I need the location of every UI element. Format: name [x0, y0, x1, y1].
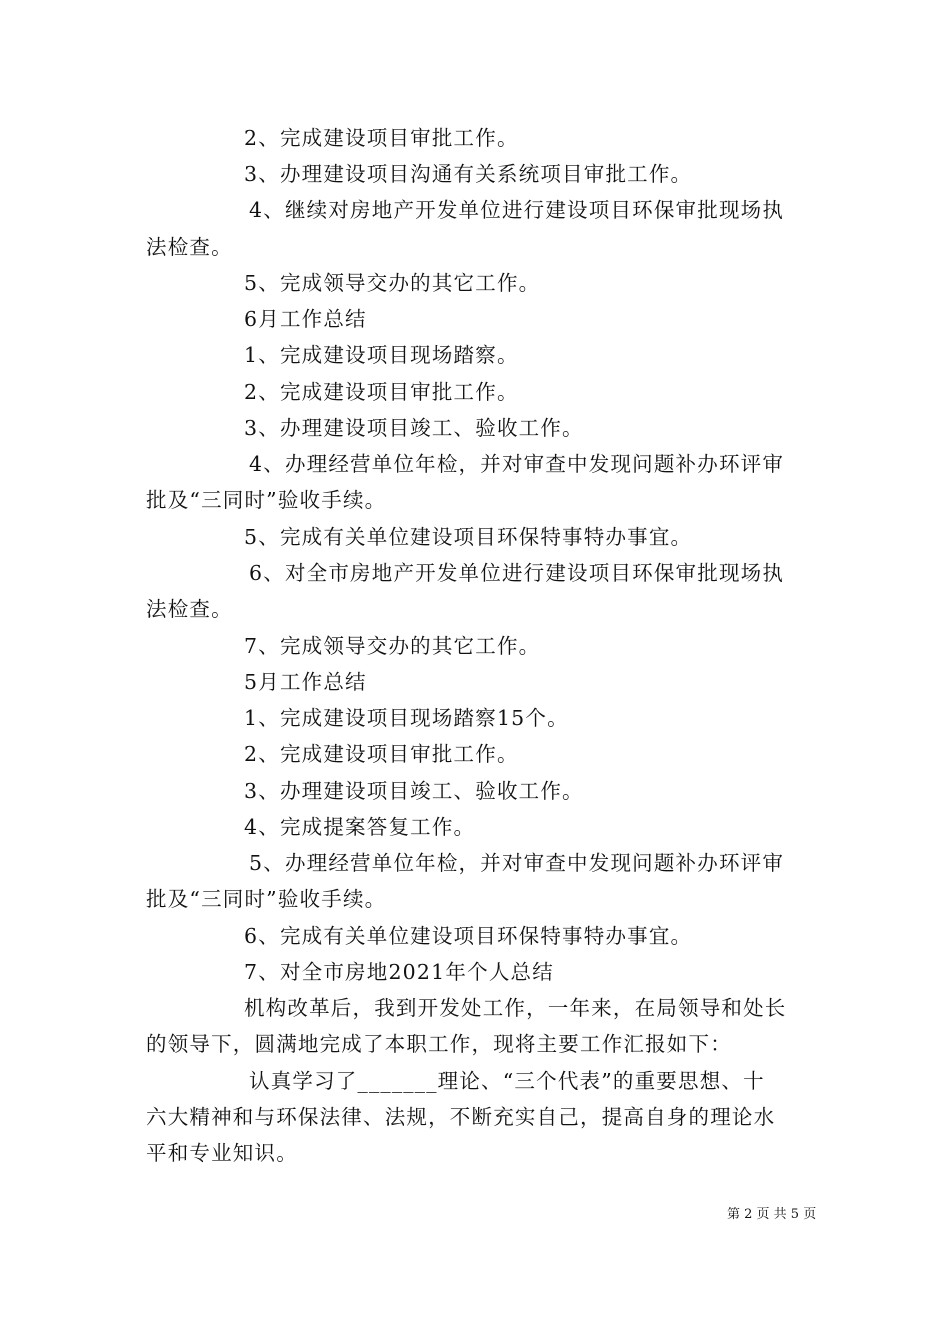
text-line: 的领导下，圆满地完成了本职工作，现将主要工作汇报如下： — [146, 1032, 732, 1056]
text-line: 3、办理建设项目竣工、验收工作。 — [244, 779, 584, 803]
text-line: 批及“三同时”验收手续。 — [146, 887, 387, 911]
text-line: 2、完成建设项目审批工作。 — [244, 380, 519, 404]
text-line: 5、办理经营单位年检，并对审查中发现问题补办环评审 — [249, 851, 785, 875]
text-line: 1、完成建设项目现场踏察15个。 — [244, 706, 569, 730]
text-line: 7、完成领导交办的其它工作。 — [244, 634, 541, 658]
text-line: 机构改革后，我到开发处工作，一年来，在局领导和处长 — [244, 996, 787, 1020]
page-number: 第 2 页 共 5 页 — [727, 1207, 817, 1222]
text-line: 3、办理建设项目竣工、验收工作。 — [244, 416, 584, 440]
text-line: 六大精神和与环保法律、法规，不断充实自己，提高自身的理论水 — [146, 1105, 776, 1129]
text-line: 5、完成有关单位建设项目环保特事特办事宜。 — [244, 525, 693, 549]
section-heading: 5月工作总结 — [244, 670, 367, 694]
text-line: 法检查。 — [146, 597, 233, 621]
text-line: 6、对全市房地产开发单位进行建设项目环保审批现场执 — [249, 561, 785, 585]
text-line: 4、办理经营单位年检，并对审查中发现问题补办环评审 — [249, 452, 785, 476]
text-line: 认真学习了_______理论、“三个代表”的重要思想、十 — [249, 1069, 765, 1093]
text-line: 5、完成领导交办的其它工作。 — [244, 271, 541, 295]
text-line: 7、对全市房地2021年个人总结 — [244, 960, 554, 984]
section-heading: 6月工作总结 — [244, 307, 367, 331]
text-line: 2、完成建设项目审批工作。 — [244, 126, 519, 150]
text-line: 3、办理建设项目沟通有关系统项目审批工作。 — [244, 162, 693, 186]
text-line: 2、完成建设项目审批工作。 — [244, 742, 519, 766]
text-line: 法检查。 — [146, 235, 233, 259]
text-line: 6、完成有关单位建设项目环保特事特办事宜。 — [244, 924, 693, 948]
text-line: 平和专业知识。 — [146, 1141, 298, 1165]
text-line: 批及“三同时”验收手续。 — [146, 488, 387, 512]
text-line: 4、完成提案答复工作。 — [244, 815, 476, 839]
text-line: 4、继续对房地产开发单位进行建设项目环保审批现场执 — [249, 198, 785, 222]
text-line: 1、完成建设项目现场踏察。 — [244, 343, 519, 367]
